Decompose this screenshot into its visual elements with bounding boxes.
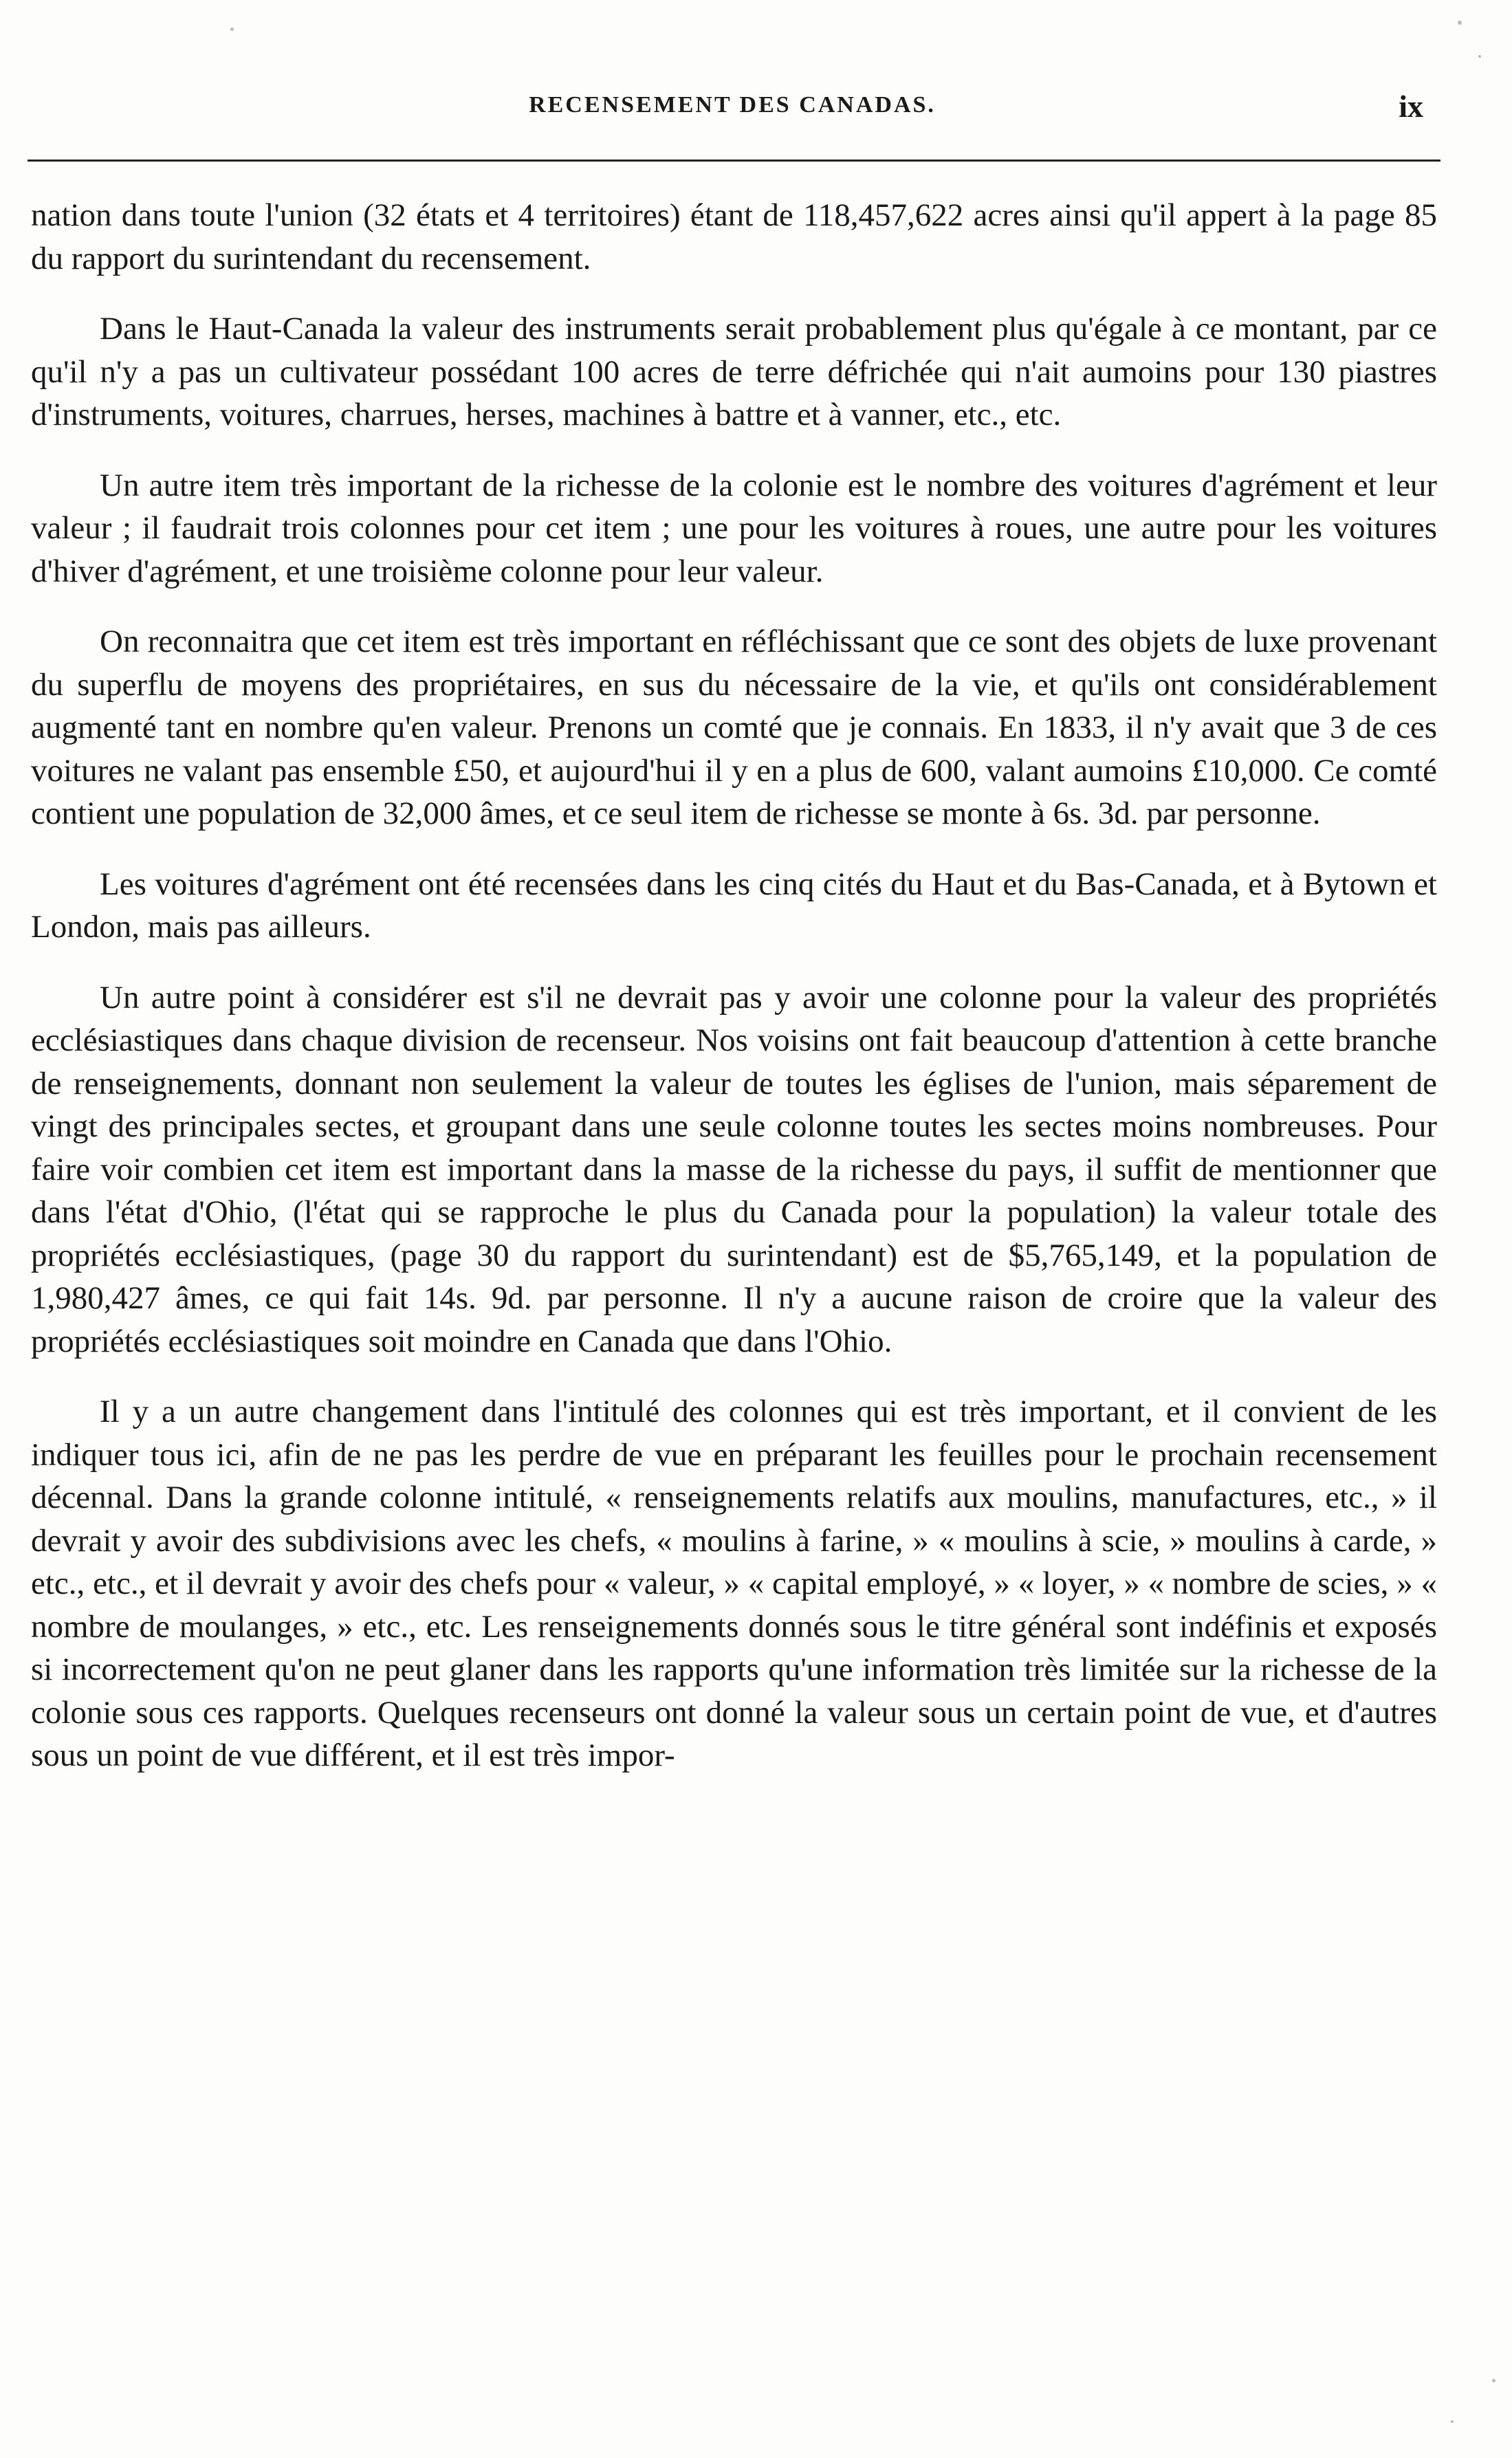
paragraph-3: Un autre item très important de la richesse de la colonie est le nombre des voitures d'agrément et leur valeur ; il faudrait trois colonnes pour cet item ; une pour les voitures à roues, une autre pour les voitures d'hiver d'agrément, et une troisième colonne pour leur valeur. — [31, 467, 1437, 589]
paragraph-4: On reconnaitra que cet item est très important en réfléchissant que ce sont des objets de luxe provenant du superflu de moyens des propriétaires, en sus du nécessaire de la vie, et qu'ils ont considérablement augmenté tant en nombre qu'en valeur. Prenons un comté que je connais. En 1833, il n'y avait que 3 de ces voitures ne valant pas ensemble £50, et aujourd'hui il y en a plus de 600, valant aumoins £10,000. Ce comté contient une population de 32,000 âmes, et ce seul item de richesse se monte à 6s. 3d. par personne. — [31, 624, 1437, 831]
scan-speck — [1451, 2420, 1454, 2423]
paragraph-6: Un autre point à considérer est s'il ne devrait pas y avoir une colonne pour la valeur des propriétés ecclésiastiques dans chaque division de recenseur. Nos voisins ont fait beaucoup d'attention à cette branche de renseignements, donnant non seulement la valeur de toutes les églises de l'union, mais séparement de vingt des principales sectes, et groupant dans une seule colonne toutes les sectes moins nombreuses. Pour faire voir combien cet item est important dans la masse de la richesse du pays, il suffit de mentionner que dans l'état d'Ohio, (l'état qui se rapproche le plus du Canada pour la population) la valeur totale des propriétés ecclésiastiques, (page 30 du rapport du surintendant) est de $5,765,149, et la population de 1,980,427 âmes, ce qui fait 14s. 9d. par personne. Il n'y a aucune raison de croire que la valeur des propriétés ecclésiastiques soit moindre en Canada que dans l'Ohio. — [31, 979, 1437, 1359]
paragraph-7: Il y a un autre changement dans l'intitulé des colonnes qui est très important, et il convient de les indiquer tous ici, afin de ne pas les perdre de vue en préparant les feuilles pour le prochain recensement décennal. Dans la grande colonne intitulé, « renseignements relatifs aux moulins, manufactures, etc., » il devrait y avoir des subdivisions avec les chefs, « moulins à farine, » « moulins à scie, » moulins à carde, » etc., etc., et il devrait y avoir des chefs pour « valeur, » « capital employé, » « loyer, » « nombre de scies, » « nombre de moulanges, » etc., etc. Les renseignements donnés sous le titre général sont indéfinis et exposés si incorrectement qu'on ne peut glaner dans les rapports qu'une information très limitée sur la richesse de la colonie sous ces rapports. Quelques recenseurs ont donné la valeur sous un certain point de vue, et d'autres sous un point de vue différent, et il est très impor- — [31, 1394, 1437, 1773]
body-text — [31, 194, 1437, 1777]
header-rule — [28, 160, 1440, 162]
scan-speck — [230, 28, 234, 31]
paragraph-2: Dans le Haut-Canada la valeur des instruments serait probablement plus qu'égale à ce montant, par ce qu'il n'y a pas un cultivateur possédant 100 acres de terre défrichée qui n'ait aumoins pour 130 piastres d'instruments, voitures, charrues, herses, machines à battre et à vanner, etc., etc. — [31, 311, 1437, 432]
running-title: RECENSEMENT DES CANADAS. — [529, 92, 936, 118]
page-number: ix — [1399, 89, 1423, 124]
paragraph-5: Les voitures d'agrément ont été recensées dans les cinq cités du Haut et du Bas-Canada, et à Bytown et London, mais pas ailleurs. — [31, 866, 1437, 945]
running-head — [28, 88, 1437, 129]
scan-speck — [1458, 21, 1462, 25]
paragraph-1: nation dans toute l'union (32 états et 4 territoires) étant de 118,457,622 acres ainsi qu'il appert à la page 85 du rapport du surintendant du recensement. — [31, 197, 1437, 276]
scan-speck — [1478, 55, 1481, 58]
scan-speck — [1492, 2379, 1495, 2382]
